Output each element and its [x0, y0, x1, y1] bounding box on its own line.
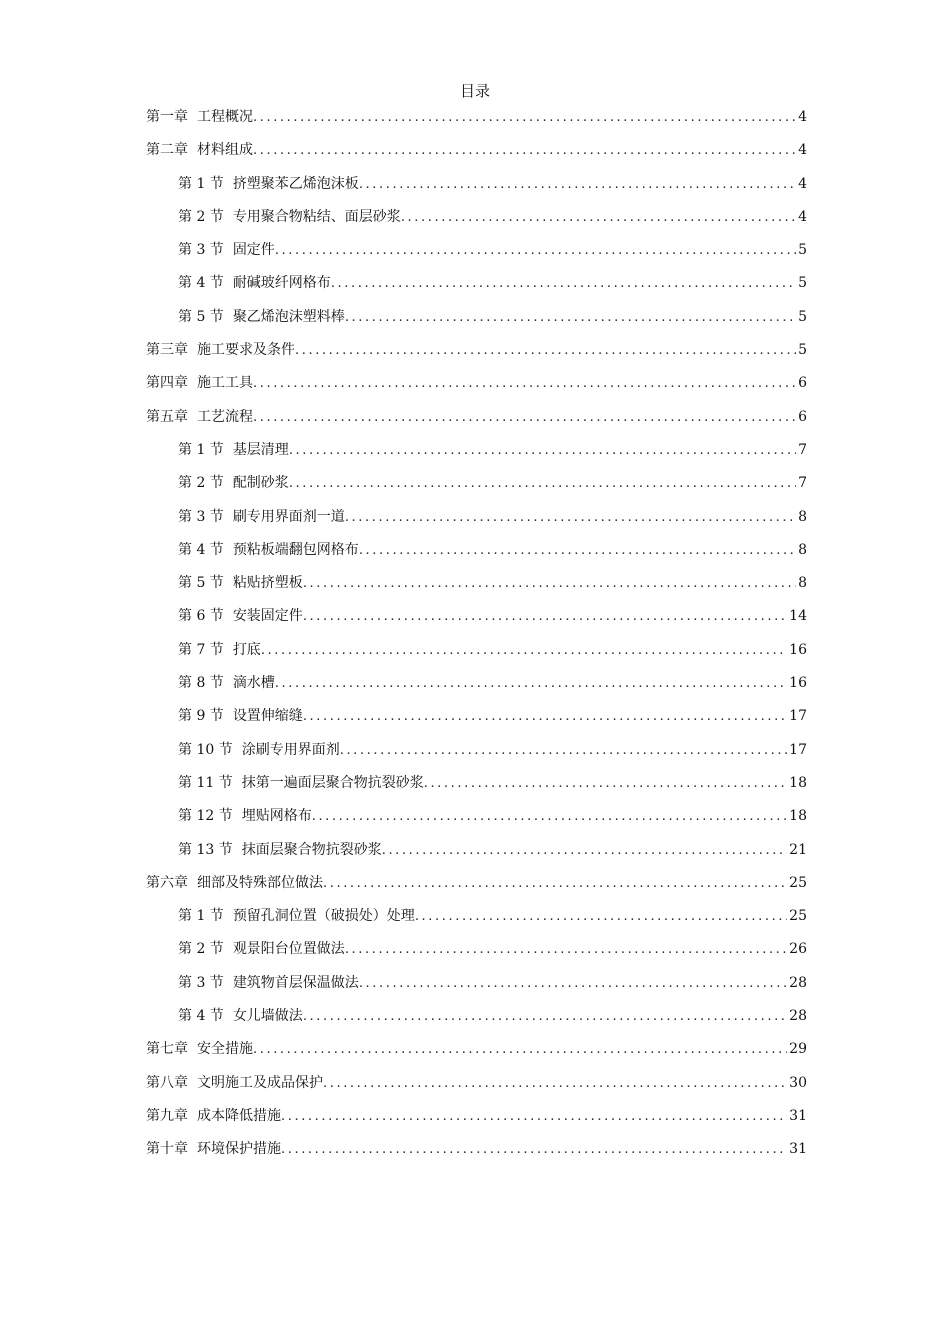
toc-entry-title: 专用聚合物粘结、面层砂浆: [232, 208, 401, 225]
toc-entry-label: [146, 1037, 253, 1061]
toc-entry-number: 第 2 节: [178, 941, 224, 958]
toc-page-number: 21: [789, 841, 807, 858]
toc-dot-leader: [275, 672, 787, 696]
toc-entry-label: [178, 604, 303, 628]
toc-section-entry[interactable]: [146, 438, 807, 471]
toc-dot-leader: [312, 805, 787, 829]
toc-dot-leader: [345, 506, 796, 530]
toc-section-entry[interactable]: [146, 538, 807, 571]
toc-entry-title: 细部及特殊部位做法: [197, 874, 323, 891]
toc-entry-label: [178, 172, 359, 196]
toc-section-entry[interactable]: [146, 471, 807, 504]
toc-entry-number: 第 4 节: [178, 275, 224, 292]
toc-dot-leader: [359, 539, 796, 563]
toc-section-entry[interactable]: [146, 305, 807, 338]
toc-chapter-entry[interactable]: [146, 105, 807, 138]
toc-page-number: 7: [798, 441, 807, 458]
toc-entry-title: 安装固定件: [232, 608, 303, 625]
toc-entry-number: 第 3 节: [178, 508, 224, 525]
toc-section-entry[interactable]: [146, 271, 807, 304]
toc-page-number: 5: [798, 342, 807, 359]
toc-section-entry[interactable]: [146, 505, 807, 538]
toc-entry-label: [178, 937, 345, 961]
toc-entry-label: [146, 105, 253, 129]
toc-entry-label: [178, 471, 289, 495]
toc-entry-label: [178, 305, 345, 329]
toc-section-entry[interactable]: [146, 738, 807, 771]
toc-page-number: 18: [789, 808, 807, 825]
toc-entry-number: 第五章: [146, 408, 188, 425]
toc-entry-label: [146, 1071, 323, 1095]
toc-dot-leader: [253, 406, 796, 430]
toc-page-number: 14: [789, 608, 807, 625]
toc-entry-number: 第二章: [146, 142, 188, 159]
toc-title: 目录: [459, 82, 490, 100]
toc-entry-label: [178, 538, 359, 562]
toc-page-number: 28: [789, 974, 807, 991]
toc-entry-title: 滴水槽: [232, 675, 275, 692]
toc-entry-label: [178, 205, 401, 229]
toc-entry-number: 第 4 节: [178, 1008, 224, 1025]
toc-page-number: 31: [789, 1141, 807, 1158]
toc-page-number: 30: [789, 1074, 807, 1091]
toc-section-entry[interactable]: [146, 904, 807, 937]
toc-entry-number: 第七章: [146, 1041, 188, 1058]
toc-entry-title: 抹面层聚合物抗裂砂浆: [241, 841, 382, 858]
toc-entry-label: [178, 738, 340, 762]
toc-page-number: 6: [798, 408, 807, 425]
toc-entry-number: 第 5 节: [178, 308, 224, 325]
toc-entry-label: [178, 238, 275, 262]
toc-entry-number: 第 5 节: [178, 575, 224, 592]
toc-dot-leader: [340, 739, 787, 763]
toc-dot-leader: [401, 206, 796, 230]
toc-dot-leader: [323, 872, 787, 896]
toc-entry-title: 基层清理: [232, 441, 289, 458]
toc-dot-leader: [289, 472, 796, 496]
toc-entry-number: 第一章: [146, 109, 188, 125]
toc-section-entry[interactable]: [146, 1004, 807, 1037]
toc-entry-number: 第 6 节: [178, 608, 224, 625]
toc-entry-number: 第三章: [146, 342, 188, 359]
toc-chapter-entry[interactable]: [146, 405, 807, 438]
toc-section-entry[interactable]: [146, 172, 807, 205]
toc-page-number: 4: [798, 142, 807, 159]
toc-entry-title: 观景阳台位置做法: [232, 941, 345, 958]
toc-dot-leader: [303, 1005, 787, 1029]
toc-dot-leader: [303, 705, 787, 729]
toc-entry-label: [146, 371, 253, 395]
toc-entry-number: 第 1 节: [178, 441, 224, 458]
toc-entry-title: 施工工具: [197, 375, 253, 392]
toc-dot-leader: [253, 372, 796, 396]
toc-entry-number: 第 9 节: [178, 708, 224, 725]
toc-chapter-entry[interactable]: [146, 371, 807, 404]
toc-dot-leader: [253, 139, 796, 163]
toc-page-number: 8: [798, 508, 807, 525]
toc-dot-leader: [289, 439, 796, 463]
toc-entry-label: [146, 1104, 281, 1128]
toc-dot-leader: [345, 306, 796, 330]
toc-page-number: 5: [798, 242, 807, 259]
toc-entry-number: 第 3 节: [178, 242, 224, 259]
toc-page-number: 29: [789, 1041, 807, 1058]
toc-entry-number: 第 11 节: [178, 774, 233, 791]
toc-chapter-entry[interactable]: [146, 1104, 807, 1137]
toc-section-entry[interactable]: [146, 838, 807, 871]
toc-entry-label: [178, 971, 359, 995]
toc-entry-title: 成本降低措施: [197, 1107, 281, 1124]
toc-entry-number: 第九章: [146, 1107, 188, 1124]
toc-entry-number: 第八章: [146, 1074, 188, 1091]
toc-dot-leader: [359, 972, 787, 996]
toc-page-number: 17: [789, 708, 807, 725]
toc-page-number: 17: [789, 741, 807, 758]
toc-list: [146, 105, 807, 1171]
toc-entry-number: 第 7 节: [178, 641, 224, 658]
toc-chapter-entry[interactable]: [146, 871, 807, 904]
toc-entry-title: 建筑物首层保温做法: [232, 974, 359, 991]
toc-entry-title: 工艺流程: [197, 408, 253, 425]
toc-page-number: 28: [789, 1008, 807, 1025]
toc-entry-label: [178, 904, 415, 928]
toc-page-number: 5: [798, 308, 807, 325]
toc-entry-number: 第 13 节: [178, 841, 233, 858]
toc-dot-leader: [261, 639, 787, 663]
toc-dot-leader: [303, 572, 796, 596]
toc-entry-title: 抹第一遍面层聚合物抗裂砂浆: [241, 774, 424, 791]
toc-dot-leader: [382, 839, 787, 863]
toc-entry-title: 预粘板端翻包网格布: [232, 541, 359, 558]
toc-dot-leader: [275, 239, 796, 263]
toc-entry-title: 预留孔洞位置（破损处）处理: [232, 908, 415, 925]
toc-page-number: 5: [798, 275, 807, 292]
toc-page-number: 8: [798, 541, 807, 558]
toc-dot-leader: [359, 173, 796, 197]
toc-entry-title: 工程概况: [197, 109, 253, 125]
toc-entry-title: 设置伸缩缝: [232, 708, 303, 725]
toc-section-entry[interactable]: [146, 205, 807, 238]
toc-dot-leader: [323, 1072, 787, 1096]
toc-entry-title: 安全措施: [197, 1041, 253, 1058]
toc-dot-leader: [345, 938, 787, 962]
toc-entry-number: 第 1 节: [178, 908, 224, 925]
toc-entry-title: 耐碱玻纤网格布: [232, 275, 331, 292]
toc-entry-title: 女儿墙做法: [232, 1008, 303, 1025]
toc-section-entry[interactable]: [146, 971, 807, 1004]
toc-chapter-entry[interactable]: [146, 138, 807, 171]
toc-entry-label: [178, 838, 382, 862]
toc-dot-leader: [253, 1038, 787, 1062]
toc-entry-label: [146, 1137, 281, 1161]
toc-page-number: 4: [798, 175, 807, 192]
toc-page-number: 25: [789, 908, 807, 925]
toc-dot-leader: [415, 905, 787, 929]
toc-entry-title: 文明施工及成品保护: [197, 1074, 323, 1091]
toc-dot-leader: [331, 272, 796, 296]
toc-page-number: 31: [789, 1107, 807, 1124]
toc-entry-number: 第 10 节: [178, 741, 233, 758]
toc-entry-label: [178, 671, 275, 695]
toc-page-number: 26: [789, 941, 807, 958]
toc-entry-label: [146, 338, 295, 362]
toc-section-entry[interactable]: [146, 571, 807, 604]
toc-entry-title: 涂刷专用界面剂: [241, 741, 340, 758]
toc-entry-label: [146, 871, 323, 895]
toc-section-entry[interactable]: [146, 804, 807, 837]
toc-entry-title: 环境保护措施: [197, 1141, 281, 1158]
toc-page-number: 6: [798, 375, 807, 392]
toc-entry-title: 施工要求及条件: [197, 342, 295, 359]
toc-page-number: 25: [789, 874, 807, 891]
toc-section-entry[interactable]: [146, 604, 807, 637]
toc-section-entry[interactable]: [146, 937, 807, 970]
toc-entry-label: [178, 771, 424, 795]
toc-entry-number: 第 1 节: [178, 175, 224, 192]
toc-entry-label: [178, 505, 345, 529]
toc-entry-title: 挤塑聚苯乙烯泡沫板: [232, 175, 359, 192]
toc-entry-label: [146, 138, 253, 162]
toc-page-number: 18: [789, 774, 807, 791]
toc-entry-number: 第 12 节: [178, 808, 233, 825]
toc-entry-label: [178, 438, 289, 462]
toc-section-entry[interactable]: [146, 704, 807, 737]
toc-dot-leader: [424, 772, 787, 796]
toc-chapter-entry[interactable]: [146, 1071, 807, 1104]
toc-page-number: 16: [789, 675, 807, 692]
toc-entry-number: 第四章: [146, 375, 188, 392]
toc-entry-title: 材料组成: [197, 142, 253, 159]
toc-section-entry[interactable]: [146, 771, 807, 804]
toc-entry-label: [178, 271, 331, 295]
toc-entry-title: 聚乙烯泡沫塑料棒: [232, 308, 345, 325]
toc-page-number: 4: [798, 208, 807, 225]
toc-page-number: 4: [798, 109, 807, 125]
toc-dot-leader: [295, 339, 796, 363]
toc-chapter-entry[interactable]: [146, 1137, 807, 1170]
toc-entry-title: 固定件: [232, 242, 275, 259]
toc-entry-title: 刷专用界面剂一道: [232, 508, 345, 525]
toc-entry-number: 第 3 节: [178, 974, 224, 991]
toc-page-number: 8: [798, 575, 807, 592]
toc-entry-label: [146, 405, 253, 429]
toc-dot-leader: [281, 1105, 787, 1129]
toc-entry-label: [178, 571, 303, 595]
toc-entry-label: [178, 638, 261, 662]
toc-section-entry[interactable]: [146, 671, 807, 704]
toc-entry-number: 第 8 节: [178, 675, 224, 692]
toc-chapter-entry[interactable]: [146, 1037, 807, 1070]
toc-entry-number: 第十章: [146, 1141, 188, 1158]
toc-section-entry[interactable]: [146, 238, 807, 271]
toc-entry-label: [178, 1004, 303, 1028]
toc-page-number: 16: [789, 641, 807, 658]
toc-page-number: 7: [798, 475, 807, 492]
toc-entry-number: 第六章: [146, 874, 188, 891]
toc-entry-label: [178, 704, 303, 728]
toc-dot-leader: [253, 106, 796, 130]
toc-entry-title: 粘贴挤塑板: [232, 575, 303, 592]
toc-entry-number: 第 2 节: [178, 475, 224, 492]
toc-entry-title: 配制砂浆: [232, 475, 289, 492]
toc-dot-leader: [281, 1138, 787, 1162]
toc-section-entry[interactable]: [146, 638, 807, 671]
toc-dot-leader: [303, 605, 787, 629]
toc-entry-number: 第 2 节: [178, 208, 224, 225]
toc-entry-label: [178, 804, 312, 828]
toc-entry-title: 打底: [232, 641, 261, 658]
toc-entry-number: 第 4 节: [178, 541, 224, 558]
toc-chapter-entry[interactable]: [146, 338, 807, 371]
toc-entry-title: 埋贴网格布: [241, 808, 312, 825]
